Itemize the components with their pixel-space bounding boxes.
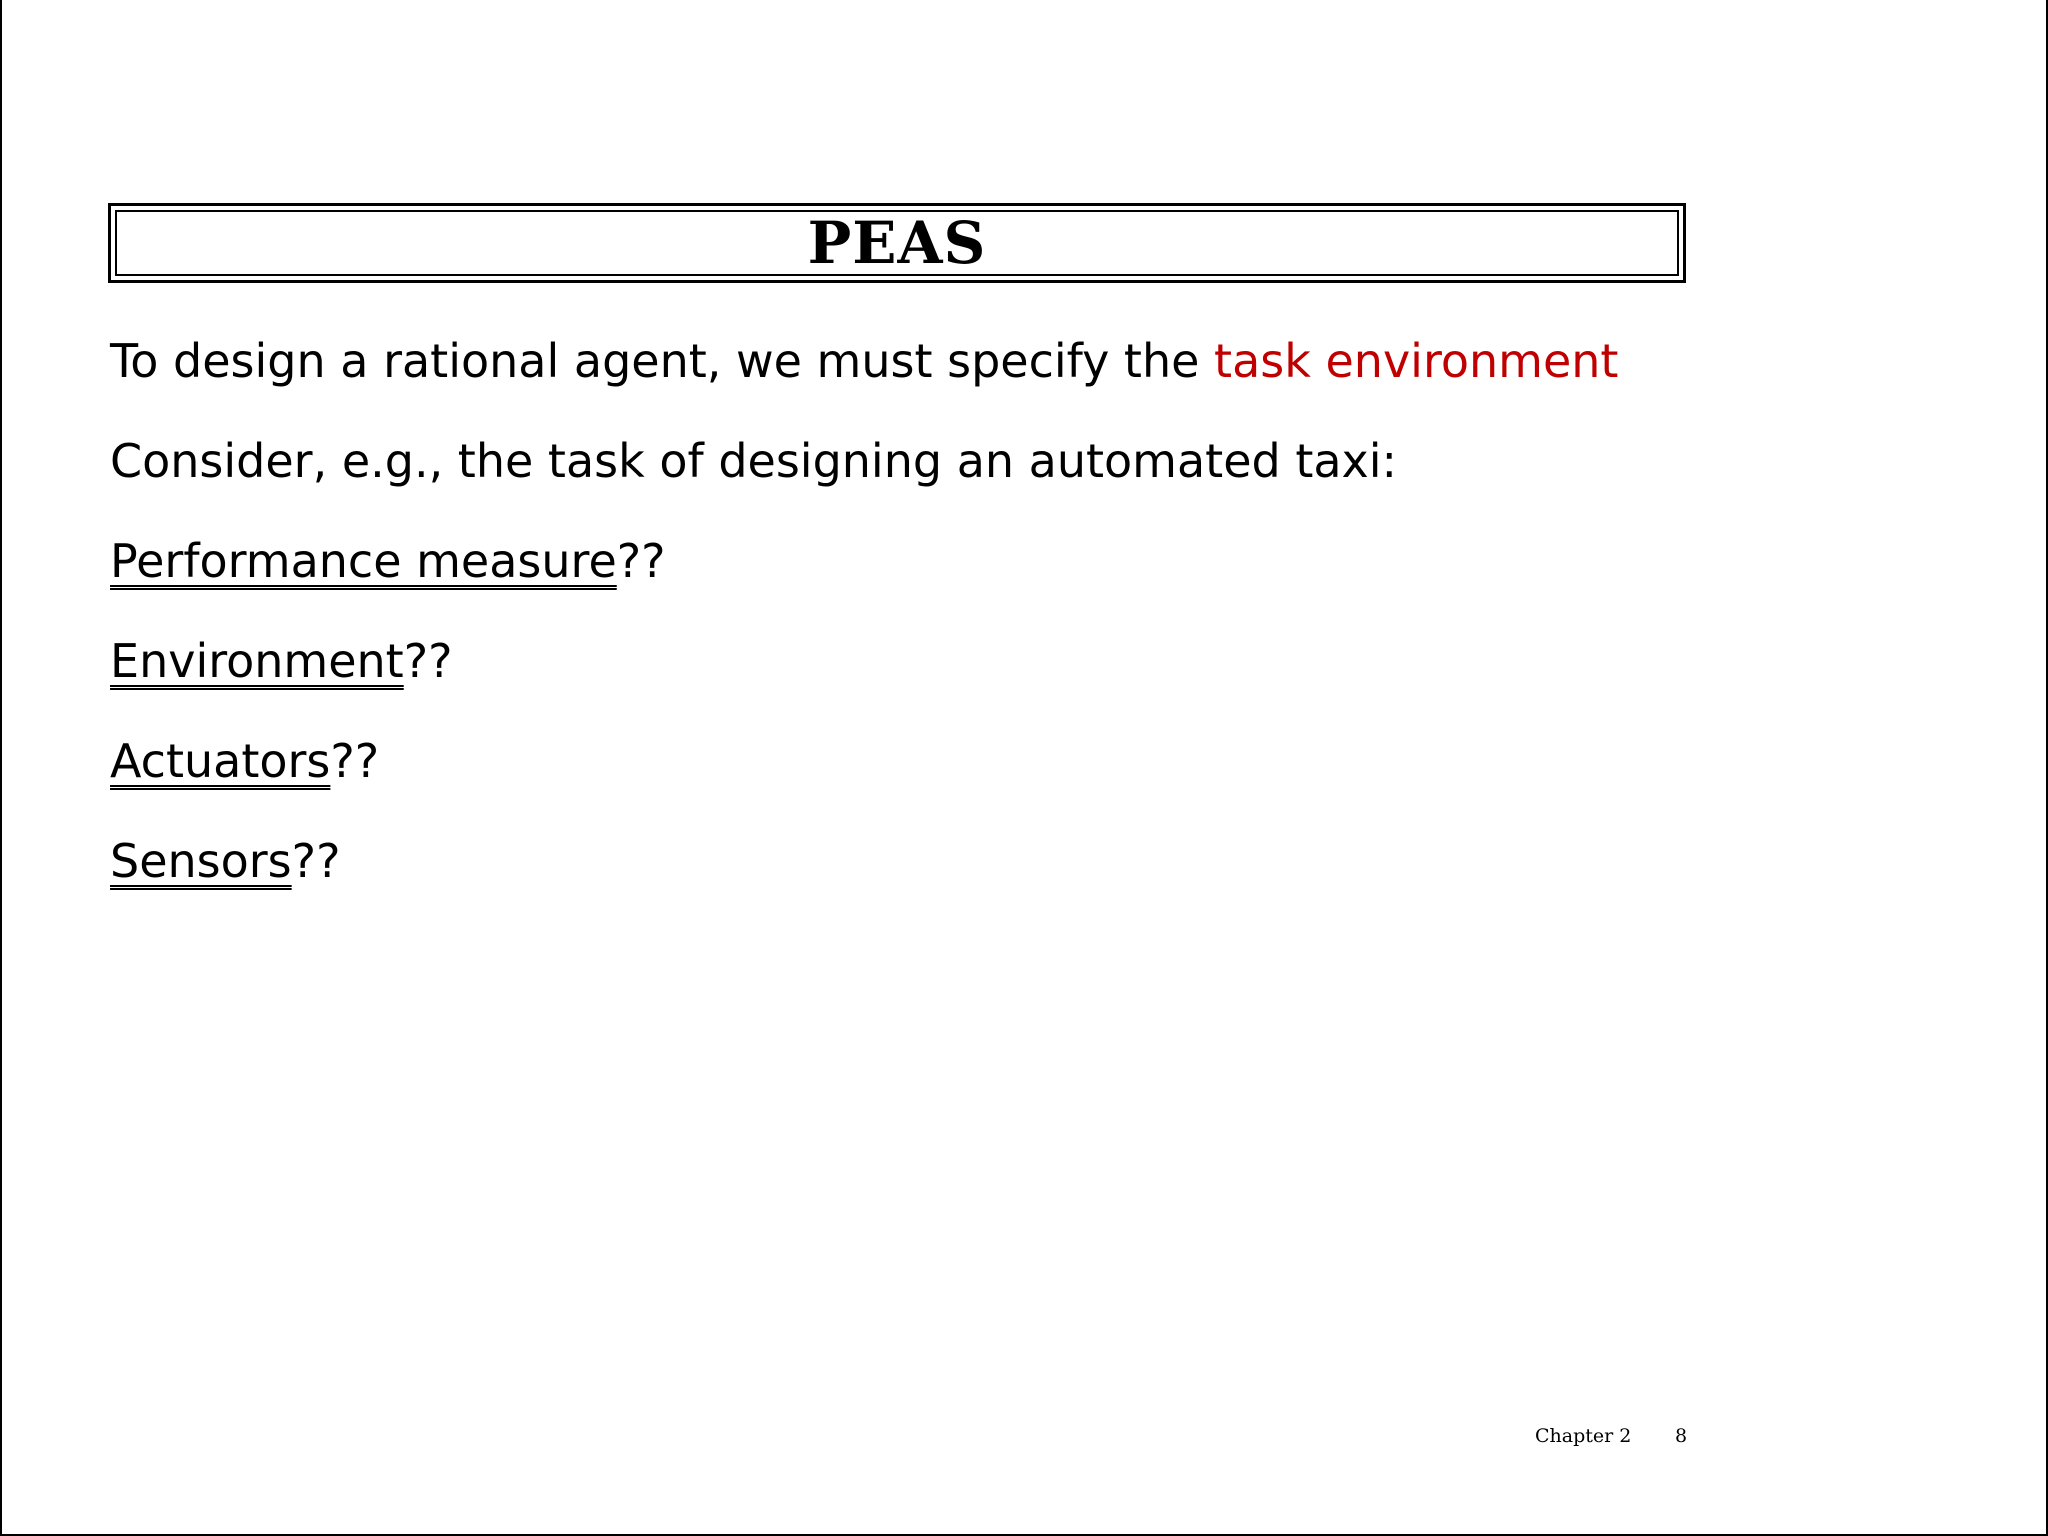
consider-text: Consider, e.g., the task of designing an automated taxi:: [110, 434, 1398, 488]
peas-item-sensors: [110, 834, 341, 888]
slide-title-frame: [108, 203, 1686, 283]
peas-term: Environment: [110, 634, 404, 688]
peas-term: Actuators: [110, 734, 331, 788]
consider-line: [110, 434, 1398, 488]
slide-title-inner-frame: [115, 210, 1679, 276]
peas-term-suffix: ??: [616, 534, 666, 588]
peas-term-suffix: ??: [403, 634, 453, 688]
peas-item-performance-measure: [110, 534, 666, 588]
slide-title: PEAS: [807, 209, 987, 277]
peas-term-suffix: ??: [291, 834, 341, 888]
intro-text: To design a rational agent, we must specify the: [110, 334, 1215, 388]
peas-item-actuators: [110, 734, 380, 788]
intro-line: [110, 334, 1619, 388]
footer-page-number: 8: [1675, 1425, 1688, 1447]
footer-chapter: Chapter 2: [1535, 1425, 1632, 1447]
peas-term-suffix: ??: [330, 734, 380, 788]
task-environment-highlight: task environment: [1214, 334, 1619, 388]
peas-item-environment: [110, 634, 453, 688]
peas-term: Sensors: [110, 834, 292, 888]
peas-term: Performance measure: [110, 534, 617, 588]
